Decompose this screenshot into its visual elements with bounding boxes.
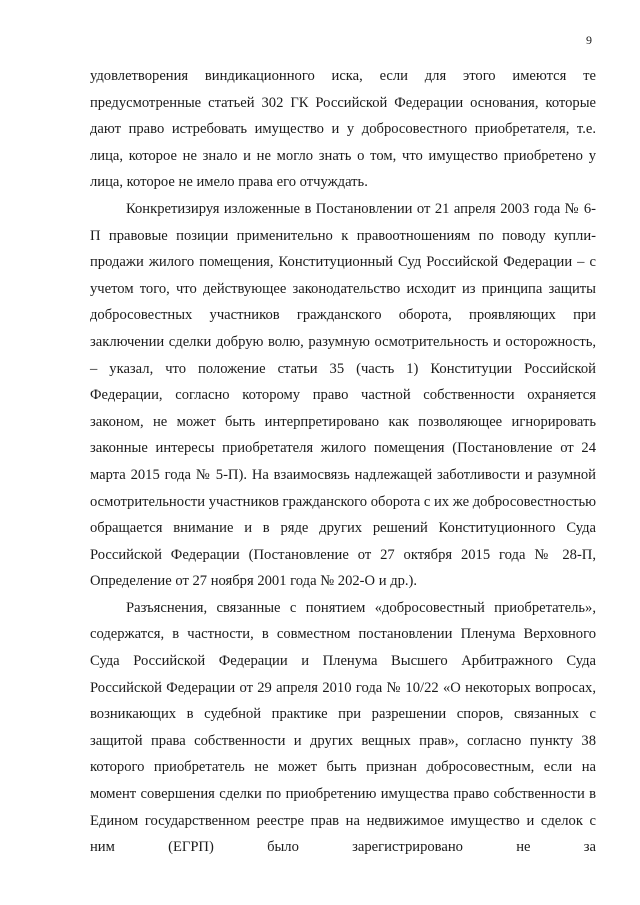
document-body [90,63,596,861]
paragraph-constitutional-court: Конкретизируя изложенные в Постановлении от 21 апреля 2003 года № 6-П правовые позиции применительно к правоотношениям по поводу купли-продажи жилого помещения, Конституционный Суд Российской Федерации – с учетом того, что действующее законодательство исходит из принципа защиты добросовестных участников гражданского оборота, проявляющих при заключении сделки добрую волю, разумную осмотрительность и осторожность, – указал, что положение статьи 35 (часть 1) Конституции Российской Федерации, согласно которому право частной собственности охраняется законом, не может быть интерпретировано как позволяющее игнорировать законные интересы приобретателя жилого помещения (Постановление от 24 марта 2015 года № 5-П). На взаимосвязь надлежащей заботливости и разумной осмотрительности участников гражданского оборота с их же добросовестностью обращается внимание и в ряде других решений Конституционного Суда Российской Федерации (Постановление от 27 октября 2015 года № 28-П, Определение от 27 ноября 2001 года № 202-О и др.). [90,200,596,590]
paragraph-clarifications: Разъяснения, связанные с понятием «добросовестный приобретатель», содержатся, в частности, в совместном постановлении Пленума Верховного Суда Российской Федерации и Пленума Высшего Арбитражного Суда Российской Федерации от 29 апреля 2010 года № 10/22 «О некоторых вопросах, возникающих в судебной практике при разрешении споров, связанных с защитой права собственности и других вещных прав», согласно пункту 38 которого приобретатель не может быть признан добросовестным, если на момент совершения сделки по приобретению имущества право собственности в Едином государственном реестре прав на недвижимое имущество и сделок с ним (ЕГРП) было зарегистрировано не за [90,599,596,856]
page-number: 9 [586,33,592,47]
paragraph-continuation: удовлетворения виндикационного иска, если для этого имеются те предусмотренные статьей 302 ГК Российской Федерации основания, которые дают право истребовать имущество и у добросовестного приобретателя, т.е. лица, которое не знало и не могло знать о том, что имущество приобретено у лица, которое не имело права его отчуждать. [90,68,596,191]
